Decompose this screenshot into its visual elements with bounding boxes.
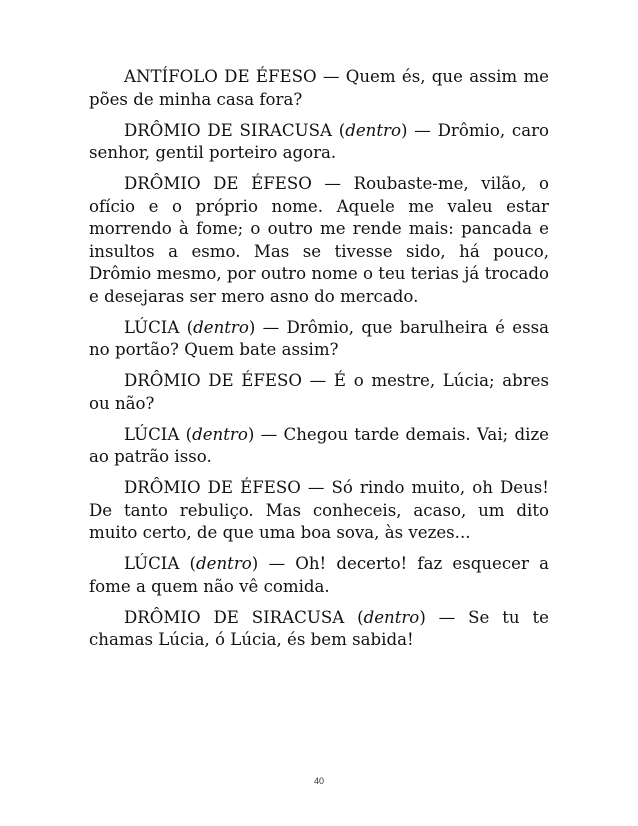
speech-text: Se tu te chamas Lúcia, ó Lúcia, és bem sabida! xyxy=(89,607,549,649)
stage-direction: dentro xyxy=(193,317,249,337)
speaker-name: LÚCIA xyxy=(124,424,180,444)
dialogue-paragraph-7: DRÔMIO DE ÉFESO — Só rindo muito, oh Deus! De tanto rebuliço. Mas conheceis, acaso, um dito muito certo, de que uma boa sova, às vezes... xyxy=(89,478,549,542)
speaker-name: DRÔMIO DE SIRACUSA xyxy=(124,120,332,140)
page-number: 40 xyxy=(313,776,324,786)
speaker-name: DRÔMIO DE ÉFESO xyxy=(124,371,302,390)
dialogue-paragraph-2: DRÔMIO DE SIRACUSA (dentro) — Drômio, caro senhor, gentil porteiro agora. xyxy=(89,120,550,162)
dialogue-paragraph-5: DRÔMIO DE ÉFESO — É o mestre, Lúcia; abres ou não? xyxy=(89,371,549,413)
stage-direction: dentro xyxy=(345,120,401,140)
stage-direction: dentro xyxy=(192,424,248,444)
speaker-name: LÚCIA xyxy=(124,554,180,573)
speech-text: Só rindo muito, oh Deus! De tanto rebuliço. Mas conheceis, acaso, um dito muito certo, de que uma boa sova, às vezes... xyxy=(89,478,549,542)
dialogue-paragraph-4: LÚCIA (dentro) — Drômio, que barulheira é essa no portão? Quem bate assim? xyxy=(89,317,549,359)
speaker-name: DRÔMIO DE SIRACUSA xyxy=(124,607,345,627)
dialogue-paragraph-9: DRÔMIO DE SIRACUSA (dentro) — Se tu te chamas Lúcia, ó Lúcia, és bem sabida! xyxy=(89,607,549,649)
speaker-name: ANTÍFOLO DE ÉFESO xyxy=(124,67,317,86)
speaker-name: DRÔMIO DE ÉFESO xyxy=(124,174,312,193)
speech-text: Chegou tarde demais. Vai; dize ao patrão isso. xyxy=(89,424,550,466)
dialogue-paragraph-3: DRÔMIO DE ÉFESO — Roubaste-me, vilão, o ofício e o próprio nome. Aquele me valeu estar morrendo à fome; o outro me rende mais: pancada e insultos a esmo. Mas se tivesse sido, há pouco, Drômio mesmo, por outro nome o teu terias já trocado e desejaras ser mero asno do mercado. xyxy=(89,174,549,306)
speaker-name: LÚCIA xyxy=(124,317,180,337)
speech-text: Quem és, que assim me pões de minha casa fora? xyxy=(89,67,549,109)
speech-text: Drômio, que barulheira é essa no portão? Quem bate assim? xyxy=(89,317,549,359)
speech-text: É o mestre, Lúcia; abres ou não? xyxy=(89,371,549,413)
dialogue-paragraph-6: LÚCIA (dentro) — Chegou tarde demais. Vai; dize ao patrão isso. xyxy=(89,424,550,466)
speech-text: Drômio, caro senhor, gentil porteiro agora. xyxy=(89,120,550,162)
speaker-name: DRÔMIO DE ÉFESO xyxy=(124,478,301,497)
speech-text: Roubaste-me, vilão, o ofício e o próprio nome. Aquele me valeu estar morrendo à fome; o outro me rende mais: pancada e insultos a esmo. Mas se tivesse sido, há pouco, Drômio mesmo, por outro nome o teu terias já trocado e desejaras ser mero asno do mercado. xyxy=(89,174,549,306)
speech-text: Oh! decerto! faz esquecer a fome a quem não vê comida. xyxy=(89,554,550,596)
dialogue-text-block xyxy=(89,66,549,660)
dialogue-paragraph-1: ANTÍFOLO DE ÉFESO — Quem és, que assim me pões de minha casa fora? xyxy=(89,67,549,109)
stage-direction: dentro xyxy=(196,554,252,573)
dialogue-paragraph-8: LÚCIA (dentro) — Oh! decerto! faz esquecer a fome a quem não vê comida. xyxy=(89,554,550,596)
stage-direction: dentro xyxy=(363,607,420,627)
